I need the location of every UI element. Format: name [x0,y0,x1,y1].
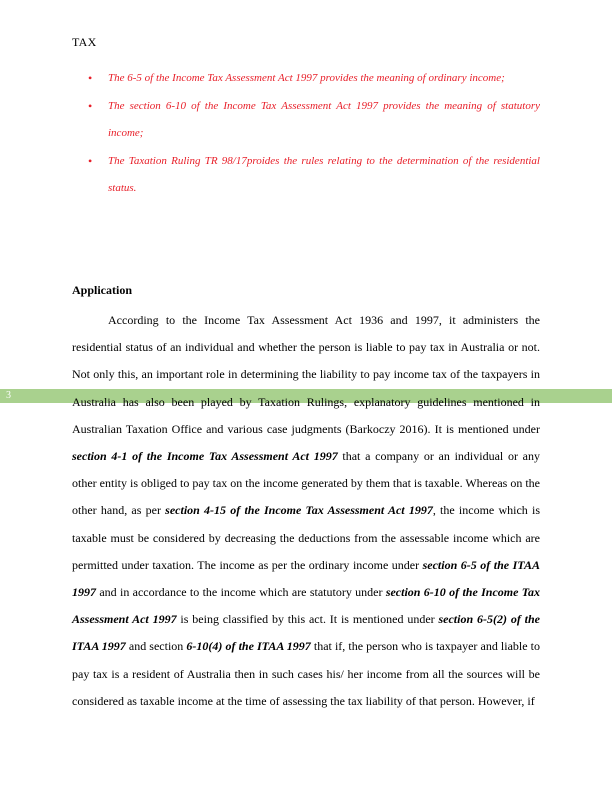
text-run: and section [125,639,187,654]
body-paragraph [72,307,540,715]
legal-reference: section 4-1 of the Income Tax Assessment Act 1997 [72,449,338,464]
bullet-item [90,65,540,93]
text-run: According to the Income Tax Assessment Act 1936 and 1997, it administers the residential status of an individual and whether the person is liable to pay tax in Australia or not. Not only this, an important role in determining the liability to pay income tax of the taxpayers in Australia has also been played by Taxation Rulings, explanatory guidelines mentioned in Australian Taxation Office and various case judgments (Barkoczy 2016). It is mentioned under [72,313,540,436]
bullet-icon: • [88,71,93,85]
legal-reference: section 6-5 of the ITAA 1997 [72,557,540,600]
bullet-icon: • [88,98,93,113]
text-run: and in accordance to the income which are statutory under [96,585,386,600]
bullet-text: The Taxation Ruling TR 98/17proides the rules relating to the determination of the residential status. [108,154,540,194]
bullet-text: The section 6-10 of the Income Tax Assessment Act 1997 provides the meaning of statutory income; [108,99,540,139]
running-head: TAX [72,35,97,49]
legal-reference: section 6-5(2) of the ITAA 1997 [72,612,540,654]
legal-reference: 6-10(4) of the ITAA 1997 [186,639,311,654]
bullet-list [90,65,540,203]
bullet-item [90,93,540,148]
bullet-text: The 6-5 of the Income Tax Assessment Act 1997 provides the meaning of ordinary income; [108,72,505,84]
text-run: that if, the person who is taxpayer and liable to pay tax is a resident of Australia then in such cases his/ her income from all the sources will be considered as taxable income at the time of assessing the tax liability of that person. However, if [72,639,540,708]
legal-reference: section 6-10 of the Income Tax Assessment Act 1997 [72,585,540,627]
legal-reference: section 4-15 of the Income Tax Assessment Act 1997 [165,503,433,518]
text-run: , the income which is taxable must be considered by decreasing the deductions from the assessable income which are permitted under taxation. The income as per the ordinary income under [72,503,540,572]
bullet-icon: • [88,153,93,168]
text-run: is being classified by this act. It is mentioned under [176,612,439,627]
bullet-item [90,148,540,203]
page-number: 3 [6,390,11,401]
section-heading: Application [72,283,133,297]
text-run: that a company or an individual or any other entity is obliged to pay tax on the income generated by them that is taxable. Whereas on the other hand, as per [72,449,540,518]
